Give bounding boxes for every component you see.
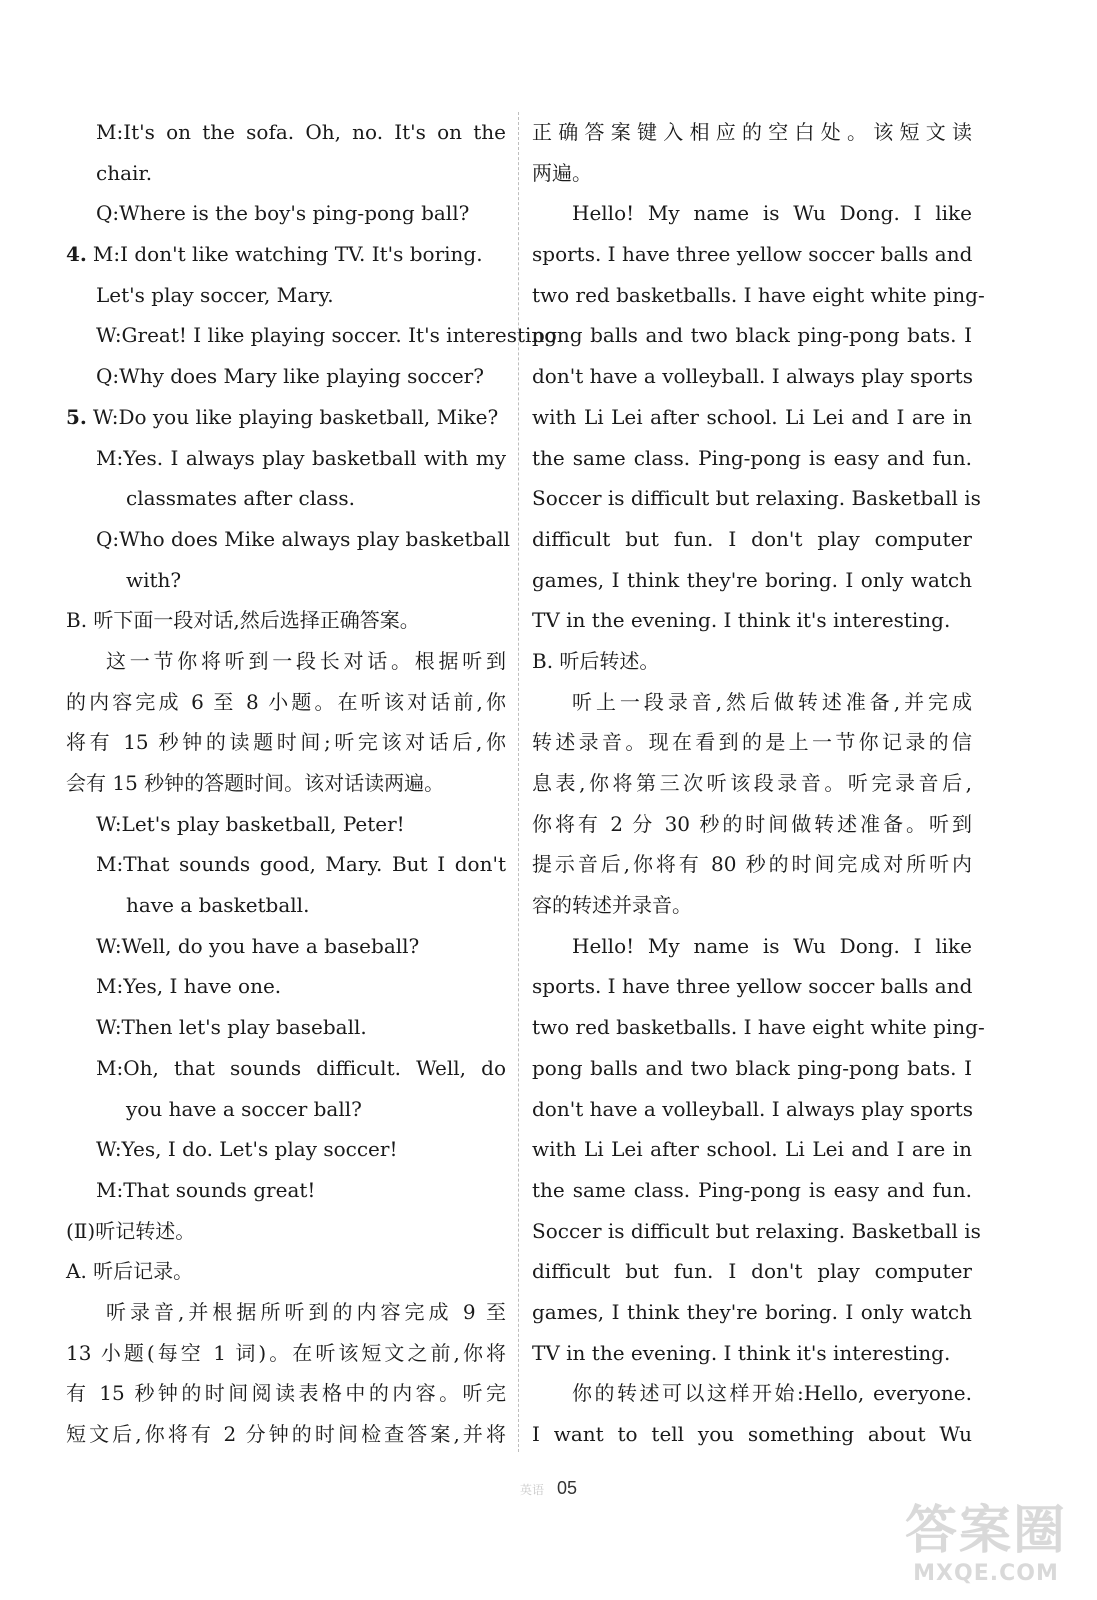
text-line [66, 519, 511, 560]
line-text: W:Do you like playing basketball, Mike? [92, 404, 499, 429]
line-text: W:Well, do you have a baseball? [96, 933, 420, 958]
text-line [532, 478, 981, 519]
text-line [532, 926, 972, 967]
line-text: pong balls and two black ping-pong bats. I [532, 1055, 972, 1080]
line-text: 这一节你将听到一段长对话。根据听到 [106, 648, 506, 673]
text-line [66, 1251, 506, 1292]
text-line [532, 193, 972, 234]
text-line [66, 1129, 506, 1170]
line-text: sports. I have three yellow soccer balls and [532, 242, 973, 267]
line-text: M:Yes. I always play basketball with my [96, 445, 506, 470]
watermark-url: MXQE.COM [913, 1561, 1059, 1586]
line-text: 你将有 2 分 30 秒的时间做转述准备。听到 [532, 811, 972, 836]
text-line [66, 275, 506, 316]
text-line [532, 966, 972, 1007]
text-line [532, 234, 972, 275]
line-text: W:Great! I like playing soccer. It's interesting. [96, 323, 564, 348]
line-text: B. 听后转述。 [532, 648, 660, 673]
question-number: 4. [66, 242, 87, 267]
text-line [532, 1211, 981, 1252]
line-text: 你的转述可以这样开始:Hello, everyone. [572, 1381, 972, 1406]
text-line [66, 112, 506, 153]
line-text: you have a soccer ball? [126, 1096, 362, 1121]
text-line [66, 763, 506, 804]
footer-faint-text: 英语 [519, 1483, 544, 1497]
line-text: the same class. Ping-pong is easy and fun. [532, 1177, 972, 1202]
page-number: 05 [557, 1478, 578, 1498]
text-line [532, 1414, 972, 1455]
line-text: A. 听后记录。 [66, 1259, 194, 1284]
line-text: Let's play soccer, Mary. [96, 282, 334, 307]
text-line [66, 1414, 506, 1455]
line-text: M:I don't like watching TV. It's boring. [92, 242, 483, 267]
text-line [532, 560, 972, 601]
text-line [532, 112, 972, 153]
text-line [532, 1089, 972, 1130]
line-text: chair. [96, 160, 153, 185]
text-line [532, 315, 972, 356]
line-text: 有 15 秒钟的时间阅读表格中的内容。听完 [66, 1381, 506, 1406]
text-line [66, 722, 506, 763]
line-text: games, I think they're boring. I only watch [532, 1299, 972, 1324]
text-line [532, 722, 972, 763]
text-line [532, 804, 972, 845]
text-line [66, 1333, 506, 1374]
line-text: Soccer is difficult but relaxing. Basketball is [532, 1218, 981, 1243]
line-text: Hello! My name is Wu Dong. I like [572, 201, 972, 226]
text-line [66, 315, 564, 356]
text-line [532, 275, 985, 316]
line-text: difficult but fun. I don't play computer [532, 526, 972, 551]
text-line [66, 234, 506, 275]
text-line [66, 682, 506, 723]
line-text: W:Then let's play baseball. [96, 1015, 367, 1040]
line-text: TV in the evening. I think it's interesting. [532, 608, 951, 633]
line-text: difficult but fun. I don't play computer [532, 1259, 972, 1284]
text-line [66, 1211, 506, 1252]
text-line [532, 1333, 972, 1374]
line-text: with? [126, 567, 182, 592]
line-text: I want to tell you something about Wu [532, 1422, 972, 1446]
text-line [532, 438, 972, 479]
line-text: Hello! My name is Wu Dong. I like [572, 933, 972, 958]
text-line [66, 844, 506, 885]
line-text: pong balls and two black ping-pong bats. I [532, 323, 972, 348]
text-line [532, 844, 972, 885]
line-text: 将有 15 秒钟的读题时间;听完该对话后,你 [66, 730, 506, 755]
line-text: have a basketball. [126, 893, 310, 918]
line-text: 会有 15 秒钟的答题时间。该对话读两遍。 [66, 771, 445, 795]
text-line [66, 1048, 506, 1089]
text-line [66, 1373, 506, 1414]
line-text: Soccer is difficult but relaxing. Basketball is [532, 486, 981, 511]
right-column [532, 112, 985, 1455]
line-text: 两遍。 [532, 160, 592, 185]
text-line [532, 1292, 972, 1333]
text-line [532, 1007, 985, 1048]
text-line [532, 1170, 972, 1211]
line-text: the same class. Ping-pong is easy and fun. [532, 445, 972, 470]
text-line [66, 966, 506, 1007]
text-line [66, 397, 506, 438]
line-text: M:That sounds great! [96, 1177, 316, 1202]
text-line [532, 1251, 972, 1292]
line-text: 的内容完成 6 至 8 小题。在听该对话前,你 [66, 689, 506, 714]
line-text: with Li Lei after school. Li Lei and I are in [532, 404, 972, 429]
question-number: 5. [66, 404, 87, 429]
text-line [66, 885, 506, 926]
line-text: classmates after class. [126, 486, 355, 511]
line-text: 13 小题(每空 1 词)。在听该短文之前,你将 [66, 1340, 506, 1365]
text-line [532, 682, 972, 723]
line-text: 正确答案键入相应的空白处。该短文读 [532, 120, 972, 144]
line-text: (Ⅱ)听记转述。 [66, 1218, 196, 1243]
text-line [66, 153, 506, 194]
text-line [66, 356, 506, 397]
line-text: M:It's on the sofa. Oh, no. It's on the [96, 120, 506, 144]
text-line [532, 885, 972, 926]
text-line [532, 153, 972, 194]
line-text: M:Yes, I have one. [96, 974, 282, 999]
line-text: two red basketballs. I have eight white ping- [532, 282, 985, 307]
line-text: B. 听下面一段对话,然后选择正确答案。 [66, 608, 420, 633]
line-text: TV in the evening. I think it's interesting. [532, 1340, 951, 1365]
text-line [532, 641, 972, 682]
line-text: 转述录音。现在看到的是上一节你记录的信 [532, 730, 972, 755]
line-text: 容的转述并录音。 [532, 893, 692, 918]
watermark [891, 1466, 1081, 1586]
text-line [532, 763, 972, 804]
line-text: don't have a volleyball. I always play sports [532, 364, 973, 389]
text-line [532, 519, 972, 560]
left-column [66, 112, 564, 1455]
text-line [532, 397, 972, 438]
text-line [66, 560, 506, 601]
text-line [66, 804, 506, 845]
text-line [532, 1048, 972, 1089]
text-line [66, 641, 506, 682]
line-text: 听上一段录音,然后做转述准备,并完成 [572, 689, 972, 714]
text-line [66, 478, 506, 519]
text-line [532, 356, 972, 397]
watermark-logo: 答案圈 [904, 1501, 1067, 1561]
line-text: Q:Where is the boy's ping-pong ball? [96, 201, 470, 226]
line-text: 听录音,并根据所听到的内容完成 9 至 [106, 1299, 506, 1324]
text-line [66, 438, 506, 479]
line-text: games, I think they're boring. I only watch [532, 567, 972, 592]
line-text: W:Let's play basketball, Peter! [96, 811, 405, 836]
text-line [532, 1129, 972, 1170]
text-line [532, 1373, 972, 1414]
line-text: 提示音后,你将有 80 秒的时间完成对所听内 [532, 852, 972, 877]
text-line [66, 1170, 506, 1211]
line-text: M:That sounds good, Mary. But I don't [96, 852, 506, 877]
text-line [66, 1007, 506, 1048]
line-text: 短文后,你将有 2 分钟的时间检查答案,并将 [66, 1422, 506, 1446]
text-line [66, 600, 506, 641]
text-line [66, 193, 506, 234]
line-text: sports. I have three yellow soccer balls and [532, 974, 973, 999]
column-divider [518, 112, 519, 1452]
line-text: Q:Who does Mike always play basketball [96, 526, 511, 551]
line-text: M:Oh, that sounds difficult. Well, do [96, 1055, 506, 1080]
line-text: don't have a volleyball. I always play sports [532, 1096, 973, 1121]
text-line [532, 600, 972, 641]
text-line [66, 1089, 506, 1130]
line-text: with Li Lei after school. Li Lei and I are in [532, 1137, 972, 1162]
line-text: Q:Why does Mary like playing soccer? [96, 364, 484, 389]
text-line [66, 926, 506, 967]
line-text: 息表,你将第三次听该段录音。听完录音后, [532, 771, 972, 795]
line-text: two red basketballs. I have eight white ping- [532, 1015, 985, 1040]
line-text: W:Yes, I do. Let's play soccer! [96, 1137, 398, 1162]
text-line [66, 1292, 506, 1333]
